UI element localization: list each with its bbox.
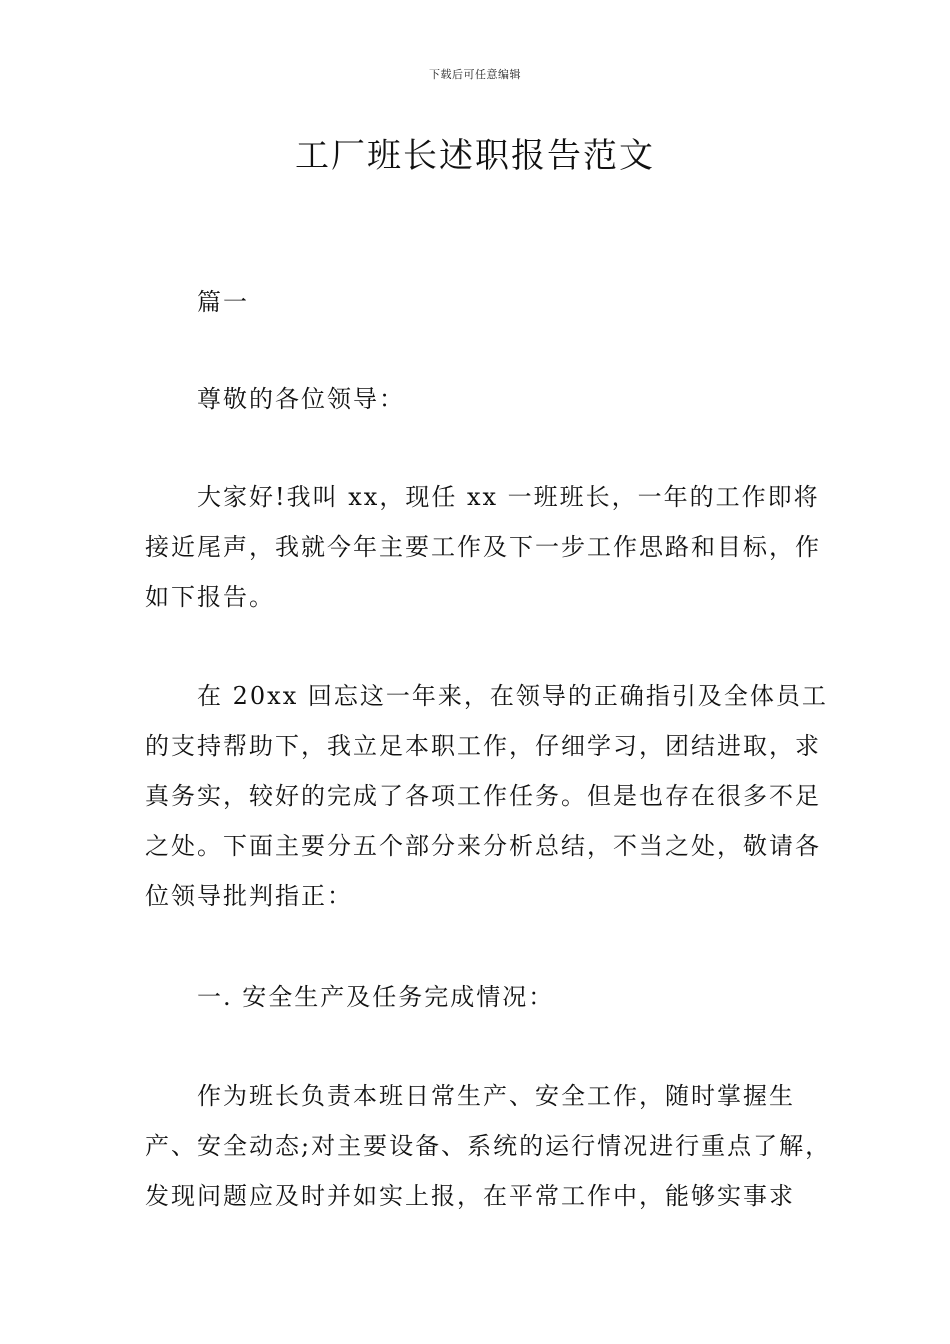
document-title: 工厂班长述职报告范文 bbox=[295, 136, 655, 176]
section-label: 篇一 bbox=[197, 288, 249, 316]
header-note: 下载后可任意编辑 bbox=[429, 68, 521, 81]
paragraph-review: 在 20xx 回忘这一年来，在领导的正确指引及全体员工的支持帮助下，我立足本职工作，仔细学习，团结进取，求真务实，较好的完成了各项工作任务。但是也存在很多不足之处。下面主要分五个部分来分析总结，不当之处，敬请各位领导批判指正： bbox=[145, 682, 828, 910]
paragraph-intro: 大家好!我叫 xx，现任 xx 一班班长，一年的工作即将接近尾声，我就今年主要工作及下一步工作思路和目标，作如下报告。 bbox=[145, 483, 821, 611]
section-heading-safety: 一. 安全生产及任务完成情况： bbox=[197, 983, 555, 1011]
salutation: 尊敬的各位领导： bbox=[197, 385, 405, 413]
paragraph-safety: 作为班长负责本班日常生产、安全工作，随时掌握生产、安全动态;对主要设备、系统的运行情况进行重点了解，发现问题应及时并如实上报，在平常工作中，能够实事求 bbox=[145, 1082, 832, 1210]
